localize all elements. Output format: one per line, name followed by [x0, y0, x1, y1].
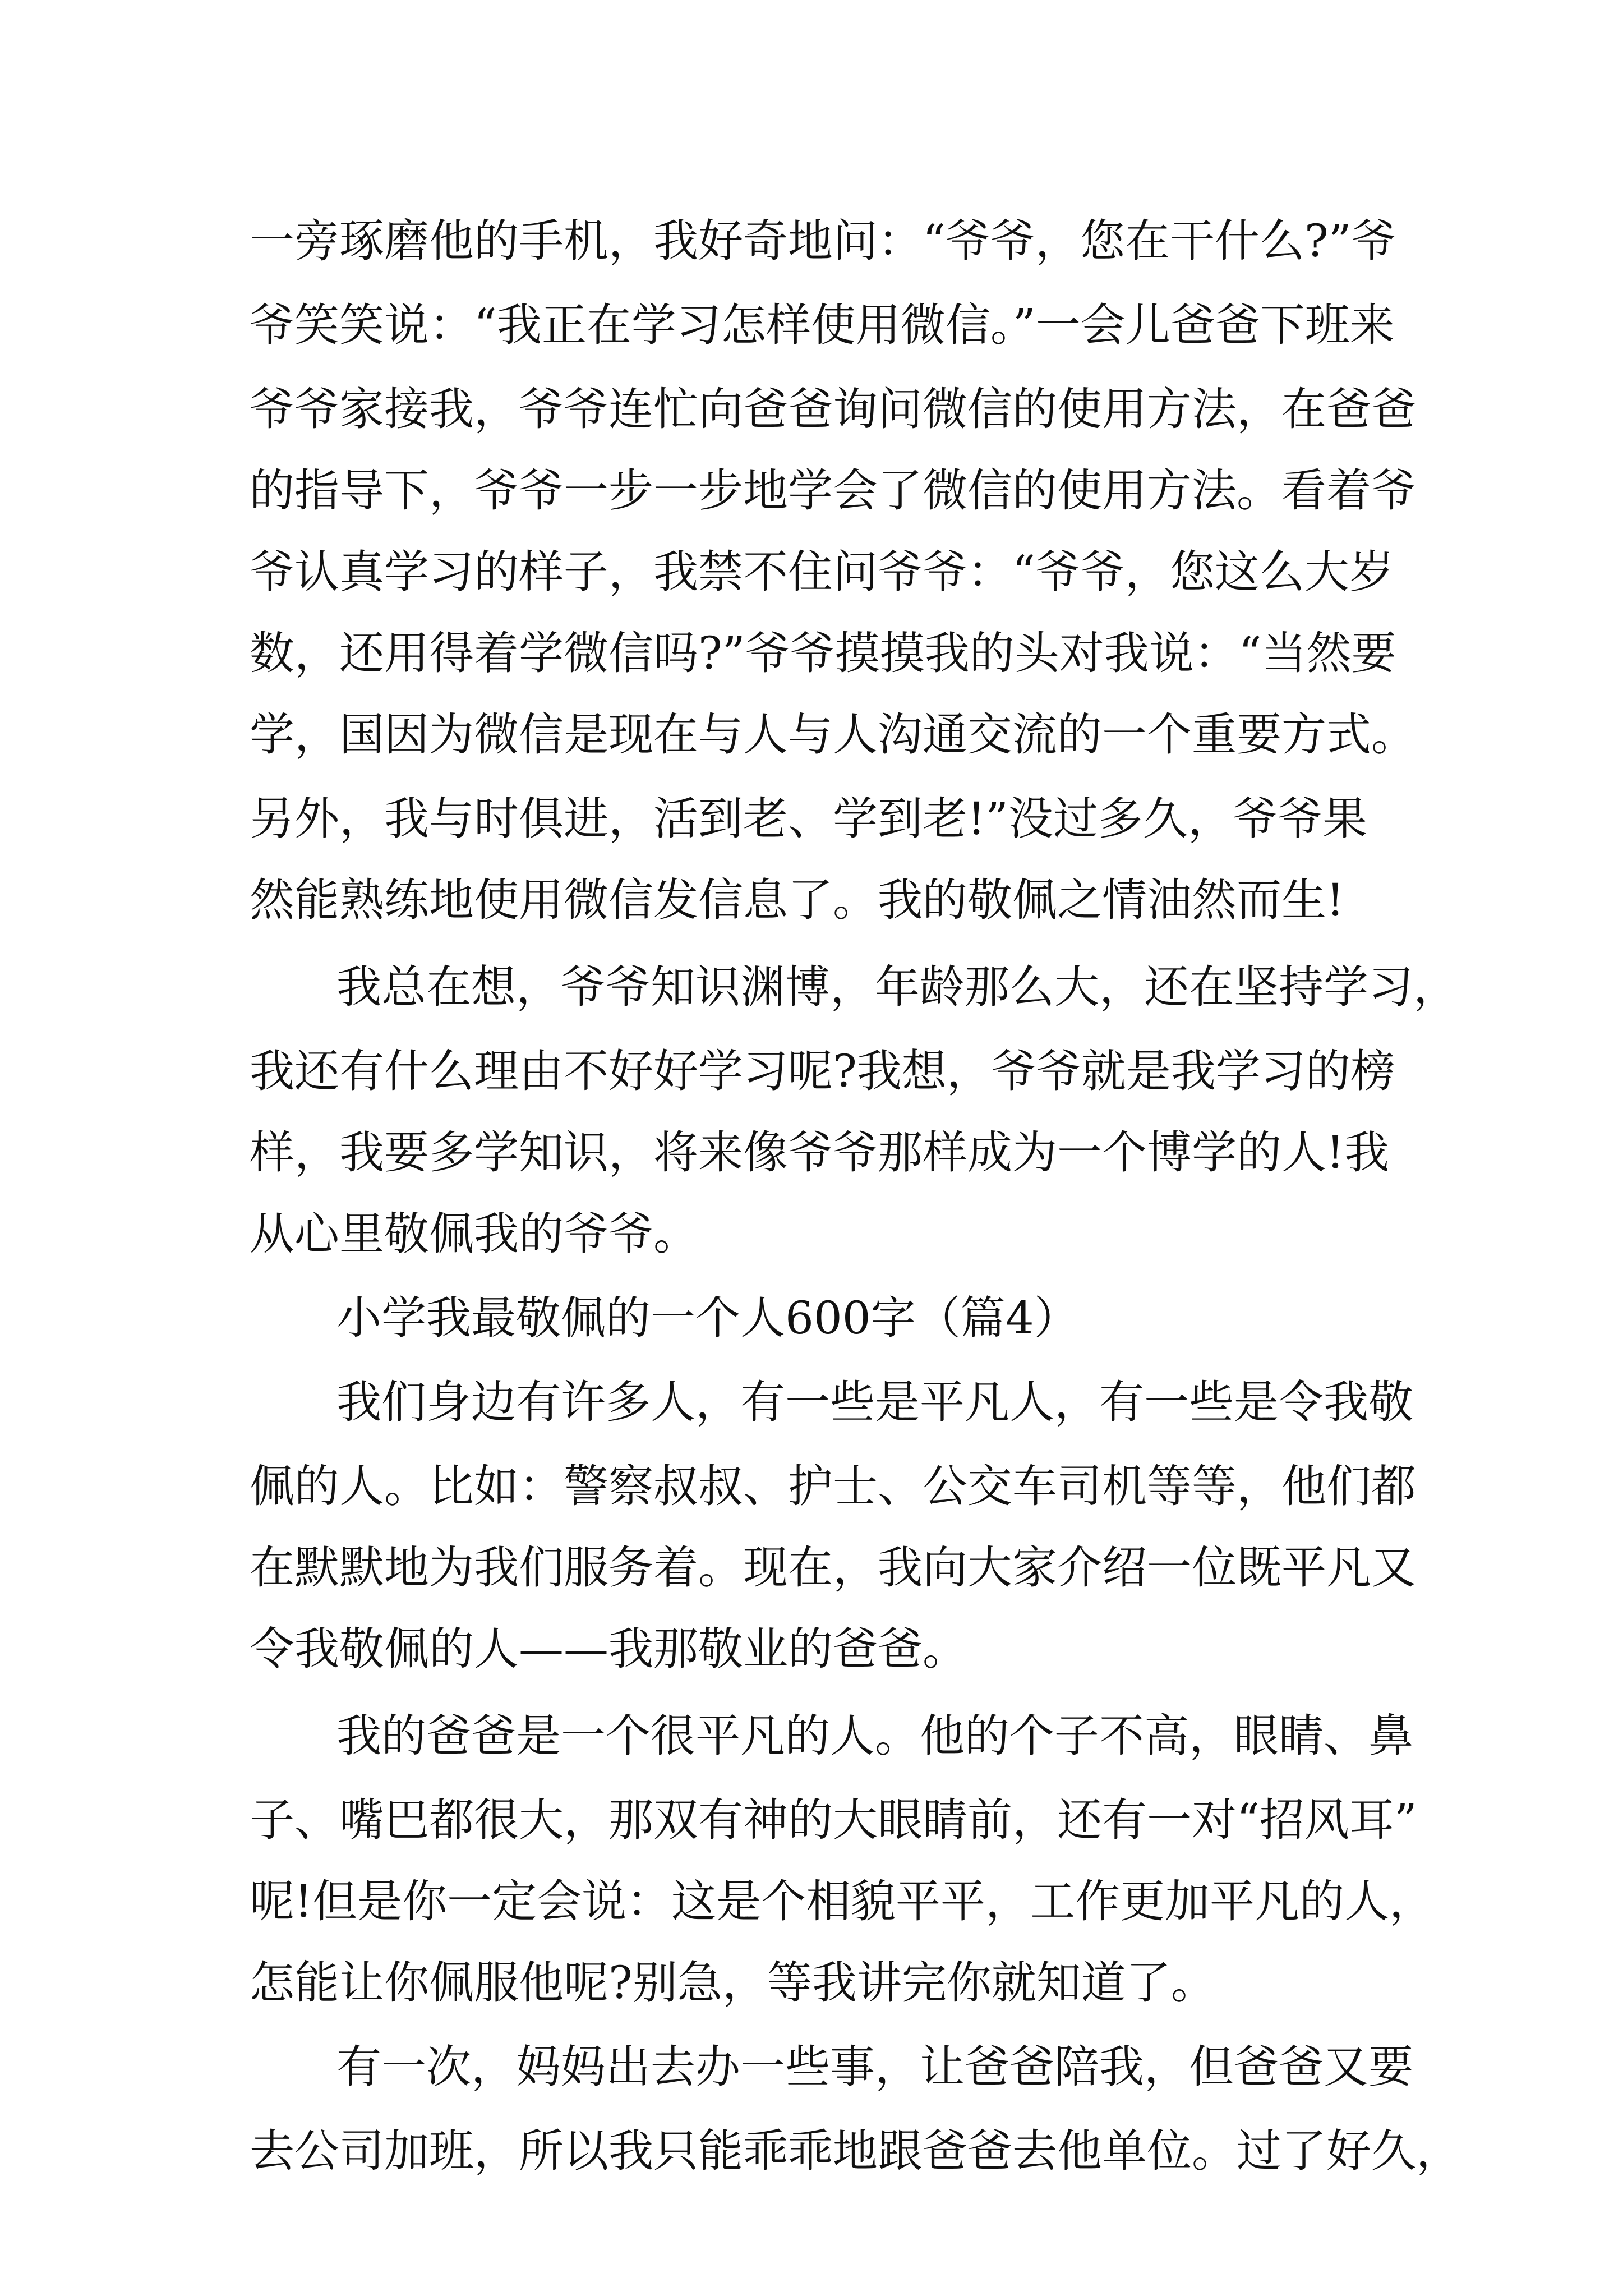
text-line: 然能熟练地使用微信发信息了。我的敬佩之情油然而生! [250, 874, 1345, 926]
paragraph-first-line: 有一次，妈妈出去办一些事，让爸爸陪我，但爸爸又要 [336, 2041, 1413, 2093]
text-line: 的指导下，爷爷一步一步地学会了微信的使用方法。看着爷 [250, 464, 1416, 517]
text-line: 爷认真学习的样子，我禁不住问爷爷：“爷爷，您这么大岁 [250, 546, 1394, 598]
paragraph-first-line: 我总在想，爷爷知识渊博，年龄那么大，还在坚持学习， [336, 961, 1458, 1013]
text-line: 在默默地为我们服务着。现在，我向大家介绍一位既平凡又 [250, 1542, 1416, 1594]
text-line: 去公司加班，所以我只能乖乖地跟爸爸去他单位。过了好久， [250, 2125, 1461, 2177]
text-line: 爷爷家接我，爷爷连忙向爸爸询问微信的使用方法，在爸爸 [250, 383, 1416, 435]
paragraph-first-line: 我们身边有许多人，有一些是平凡人，有一些是令我敬 [336, 1376, 1413, 1428]
section-heading: 小学我最敬佩的一个人600字（篇4） [336, 1292, 1079, 1344]
text-line: 数，还用得着学微信吗?”爷爷摸摸我的头对我说：“当然要 [250, 627, 1396, 679]
text-line: 学，国因为微信是现在与人与人沟通交流的一个重要方式。 [250, 708, 1416, 761]
text-line: 爷笑笑说：“我正在学习怎样使用微信。”一会儿爸爸下班来 [250, 299, 1395, 351]
text-line: 我还有什么理由不好好学习呢?我想，爷爷就是我学习的榜 [250, 1045, 1395, 1097]
text-line: 样，我要多学知识，将来像爷爷那样成为一个博学的人!我 [250, 1126, 1390, 1179]
text-line: 令我敬佩的人——我那敬业的爸爸。 [250, 1623, 967, 1675]
text-line: 从心里敬佩我的爷爷。 [250, 1208, 698, 1260]
text-line: 子、嘴巴都很大，那双有神的大眼睛前，还有一对“招风耳” [250, 1794, 1417, 1846]
text-line: 怎能让你佩服他呢?别急，等我讲完你就知道了。 [250, 1957, 1216, 2009]
text-line: 呢!但是你一定会说：这是个相貌平平，工作更加平凡的人， [250, 1875, 1435, 1927]
text-line: 另外，我与时俱进，活到老、学到老!”没过多久，爷爷果 [250, 793, 1368, 845]
text-line: 佩的人。比如：警察叔叔、护士、公交车司机等等，他们都 [250, 1460, 1416, 1512]
paragraph-first-line: 我的爸爸是一个很平凡的人。他的个子不高，眼睛、鼻 [336, 1710, 1413, 1762]
text-line: 一旁琢磨他的手机，我好奇地问：“爷爷，您在干什么?”爷 [250, 215, 1396, 267]
